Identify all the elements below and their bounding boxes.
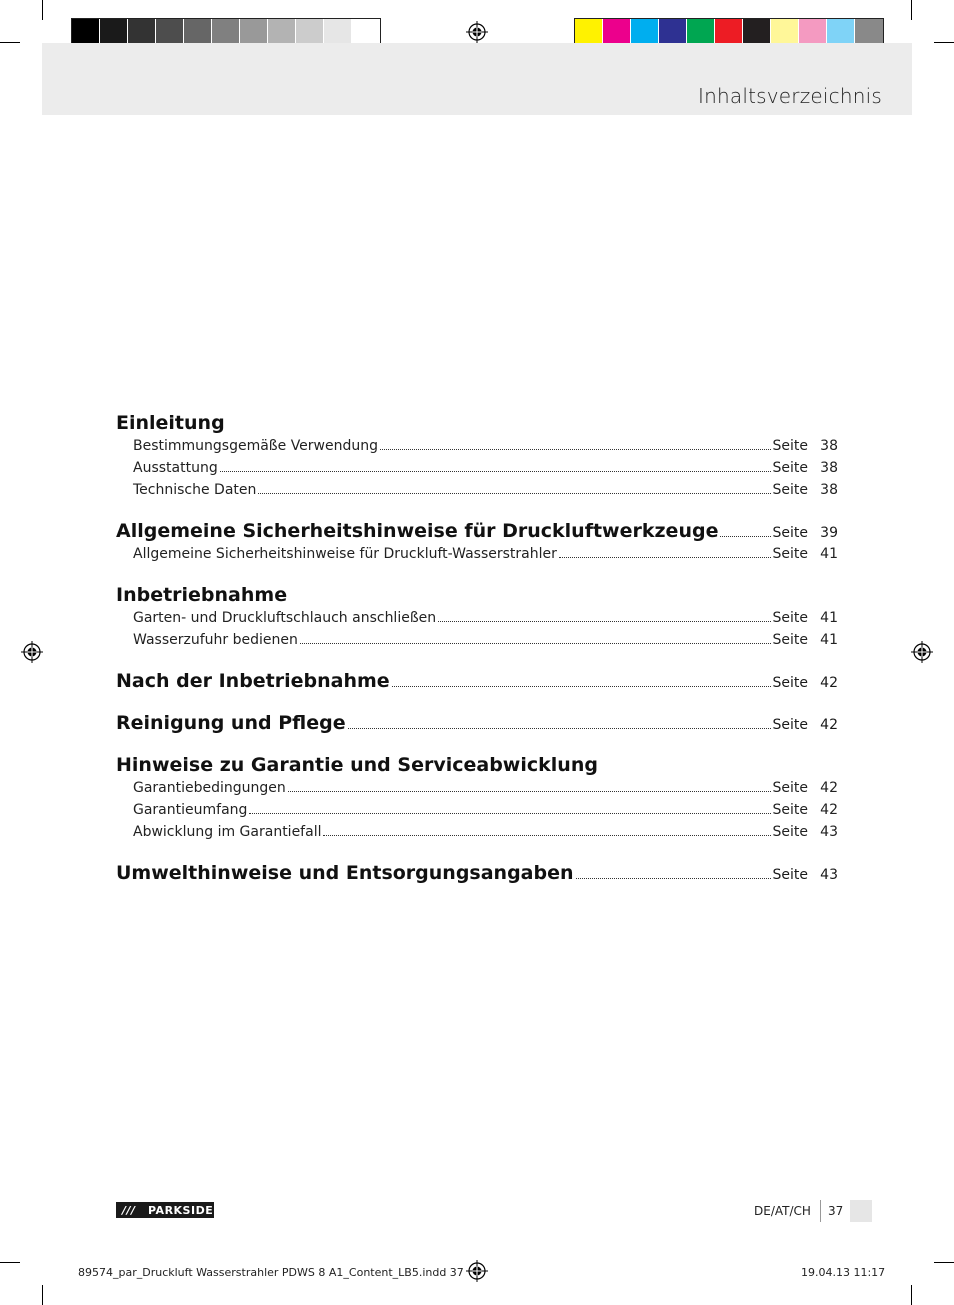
leader-dots	[380, 448, 770, 450]
leader-dots	[249, 812, 770, 814]
color-swatch	[743, 19, 771, 45]
entry-label: Garantieumfang	[133, 802, 248, 818]
section-title: Allgemeine Sicherheitshinweise für Druckluftwerkzeuge	[116, 520, 719, 542]
toc-entry[interactable]	[116, 780, 838, 802]
entry-label: Technische Daten	[133, 482, 257, 498]
leader-dots	[323, 834, 770, 836]
seite-label: Seite	[772, 867, 808, 883]
color-swatch	[659, 19, 687, 45]
page-number: 37	[828, 1204, 844, 1218]
color-swatch	[631, 19, 659, 45]
entry-label: Bestimmungsgemäße Verwendung	[133, 438, 379, 454]
section-page-number: 43	[820, 867, 838, 883]
seite-label: Seite	[772, 802, 808, 818]
entry-page-number: 41	[820, 610, 838, 626]
toc-entry[interactable]	[116, 482, 838, 504]
color-swatch	[72, 19, 100, 45]
entry-label: Ausstattung	[133, 460, 218, 476]
entry-label: Abwicklung im Garantiefall	[133, 824, 322, 840]
registration-mark-icon	[466, 21, 488, 43]
file-slug-date: 19.04.13 11:17	[801, 1266, 886, 1279]
page-title: Inhaltsverzeichnis	[698, 84, 882, 108]
color-swatch	[855, 19, 883, 45]
color-swatch	[268, 19, 296, 45]
seite-label: Seite	[772, 632, 808, 648]
toc-section-heading[interactable]	[116, 750, 838, 780]
seite-label: Seite	[772, 482, 808, 498]
crop-mark	[42, 1285, 43, 1305]
leader-dots	[288, 790, 771, 792]
seite-label: Seite	[772, 610, 808, 626]
color-swatch	[324, 19, 352, 45]
brand-name: PARKSIDE	[148, 1203, 214, 1217]
logo-stripes-icon: ///	[122, 1203, 136, 1217]
section-page-number: 42	[820, 675, 838, 691]
file-slug: 89574_par_Druckluft Wasserstrahler PDWS 8 A1_Content_LB5.indd 37	[78, 1266, 464, 1279]
leader-dots	[720, 535, 770, 537]
seite-label: Seite	[772, 675, 808, 691]
section-title: Nach der Inbetriebnahme	[116, 670, 390, 692]
entry-page-number: 42	[820, 802, 838, 818]
toc-section-heading[interactable]	[116, 708, 838, 738]
section-title: Umwelthinweise und Entsorgungsangaben	[116, 862, 574, 884]
seite-label: Seite	[772, 525, 808, 541]
leader-dots	[392, 685, 771, 687]
crop-mark	[934, 1262, 954, 1263]
toc-section	[116, 750, 838, 846]
entry-label: Allgemeine Sicherheitshinweise für Druckluft-Wasserstrahler	[133, 546, 557, 562]
section-title: Hinweise zu Garantie und Serviceabwicklung	[116, 754, 598, 776]
table-of-contents	[116, 408, 838, 900]
section-title: Reinigung und Pflege	[116, 712, 346, 734]
language-code: DE/AT/CH	[754, 1204, 811, 1218]
toc-section	[116, 858, 838, 888]
registration-mark-icon	[21, 641, 43, 663]
toc-entry[interactable]	[116, 438, 838, 460]
color-swatch	[715, 19, 743, 45]
entry-label: Wasserzufuhr bedienen	[133, 632, 298, 648]
toc-section-heading[interactable]	[116, 516, 838, 546]
entry-label: Garantiebedingungen	[133, 780, 286, 796]
leader-dots	[258, 492, 770, 494]
color-swatch	[184, 19, 212, 45]
seite-label: Seite	[772, 438, 808, 454]
crop-mark	[0, 42, 20, 43]
leader-dots	[559, 556, 771, 558]
toc-entry[interactable]	[116, 824, 838, 846]
toc-entry[interactable]	[116, 802, 838, 824]
color-swatch	[352, 19, 380, 45]
seite-label: Seite	[772, 717, 808, 733]
section-page-number: 39	[820, 525, 838, 541]
section-title: Inbetriebnahme	[116, 584, 288, 606]
toc-section-heading[interactable]	[116, 666, 838, 696]
leader-dots	[220, 470, 771, 472]
seite-label: Seite	[772, 460, 808, 476]
color-swatch	[100, 19, 128, 45]
toc-section	[116, 516, 838, 568]
toc-entry[interactable]	[116, 460, 838, 482]
entry-page-number: 38	[820, 460, 838, 476]
color-swatch	[128, 19, 156, 45]
leader-dots	[300, 642, 771, 644]
crop-mark	[42, 0, 43, 20]
seite-label: Seite	[772, 824, 808, 840]
color-swatch	[296, 19, 324, 45]
section-title: Einleitung	[116, 412, 225, 434]
toc-section	[116, 408, 838, 504]
color-swatch	[827, 19, 855, 45]
gray-color-bar	[71, 18, 381, 46]
seite-label: Seite	[772, 780, 808, 796]
toc-section	[116, 580, 838, 654]
registration-mark-icon	[911, 641, 933, 663]
footer-tab	[850, 1200, 872, 1222]
crop-mark	[911, 0, 912, 20]
color-swatch	[156, 19, 184, 45]
color-swatch	[771, 19, 799, 45]
toc-section-heading[interactable]	[116, 580, 838, 610]
toc-entry[interactable]	[116, 610, 838, 632]
process-color-bar	[574, 18, 884, 46]
color-swatch	[212, 19, 240, 45]
crop-mark	[934, 42, 954, 43]
leader-dots	[348, 727, 771, 729]
seite-label: Seite	[772, 546, 808, 562]
entry-page-number: 43	[820, 824, 838, 840]
color-swatch	[240, 19, 268, 45]
color-swatch	[799, 19, 827, 45]
entry-page-number: 41	[820, 632, 838, 648]
crop-mark	[0, 1262, 20, 1263]
toc-entry[interactable]	[116, 632, 838, 654]
toc-section-heading[interactable]	[116, 408, 838, 438]
footer-divider	[820, 1200, 821, 1222]
toc-entry[interactable]	[116, 546, 838, 568]
leader-dots	[576, 877, 771, 879]
leader-dots	[438, 620, 770, 622]
toc-section	[116, 708, 838, 738]
brand-logo	[116, 1202, 214, 1218]
section-page-number: 42	[820, 717, 838, 733]
entry-page-number: 38	[820, 482, 838, 498]
entry-page-number: 42	[820, 780, 838, 796]
entry-page-number: 41	[820, 546, 838, 562]
entry-page-number: 38	[820, 438, 838, 454]
crop-mark	[911, 1285, 912, 1305]
color-swatch	[575, 19, 603, 45]
color-swatch	[603, 19, 631, 45]
toc-section-heading[interactable]	[116, 858, 838, 888]
entry-label: Garten- und Druckluftschlauch anschließen	[133, 610, 437, 626]
toc-section	[116, 666, 838, 696]
registration-mark-icon	[466, 1260, 488, 1282]
color-swatch	[687, 19, 715, 45]
